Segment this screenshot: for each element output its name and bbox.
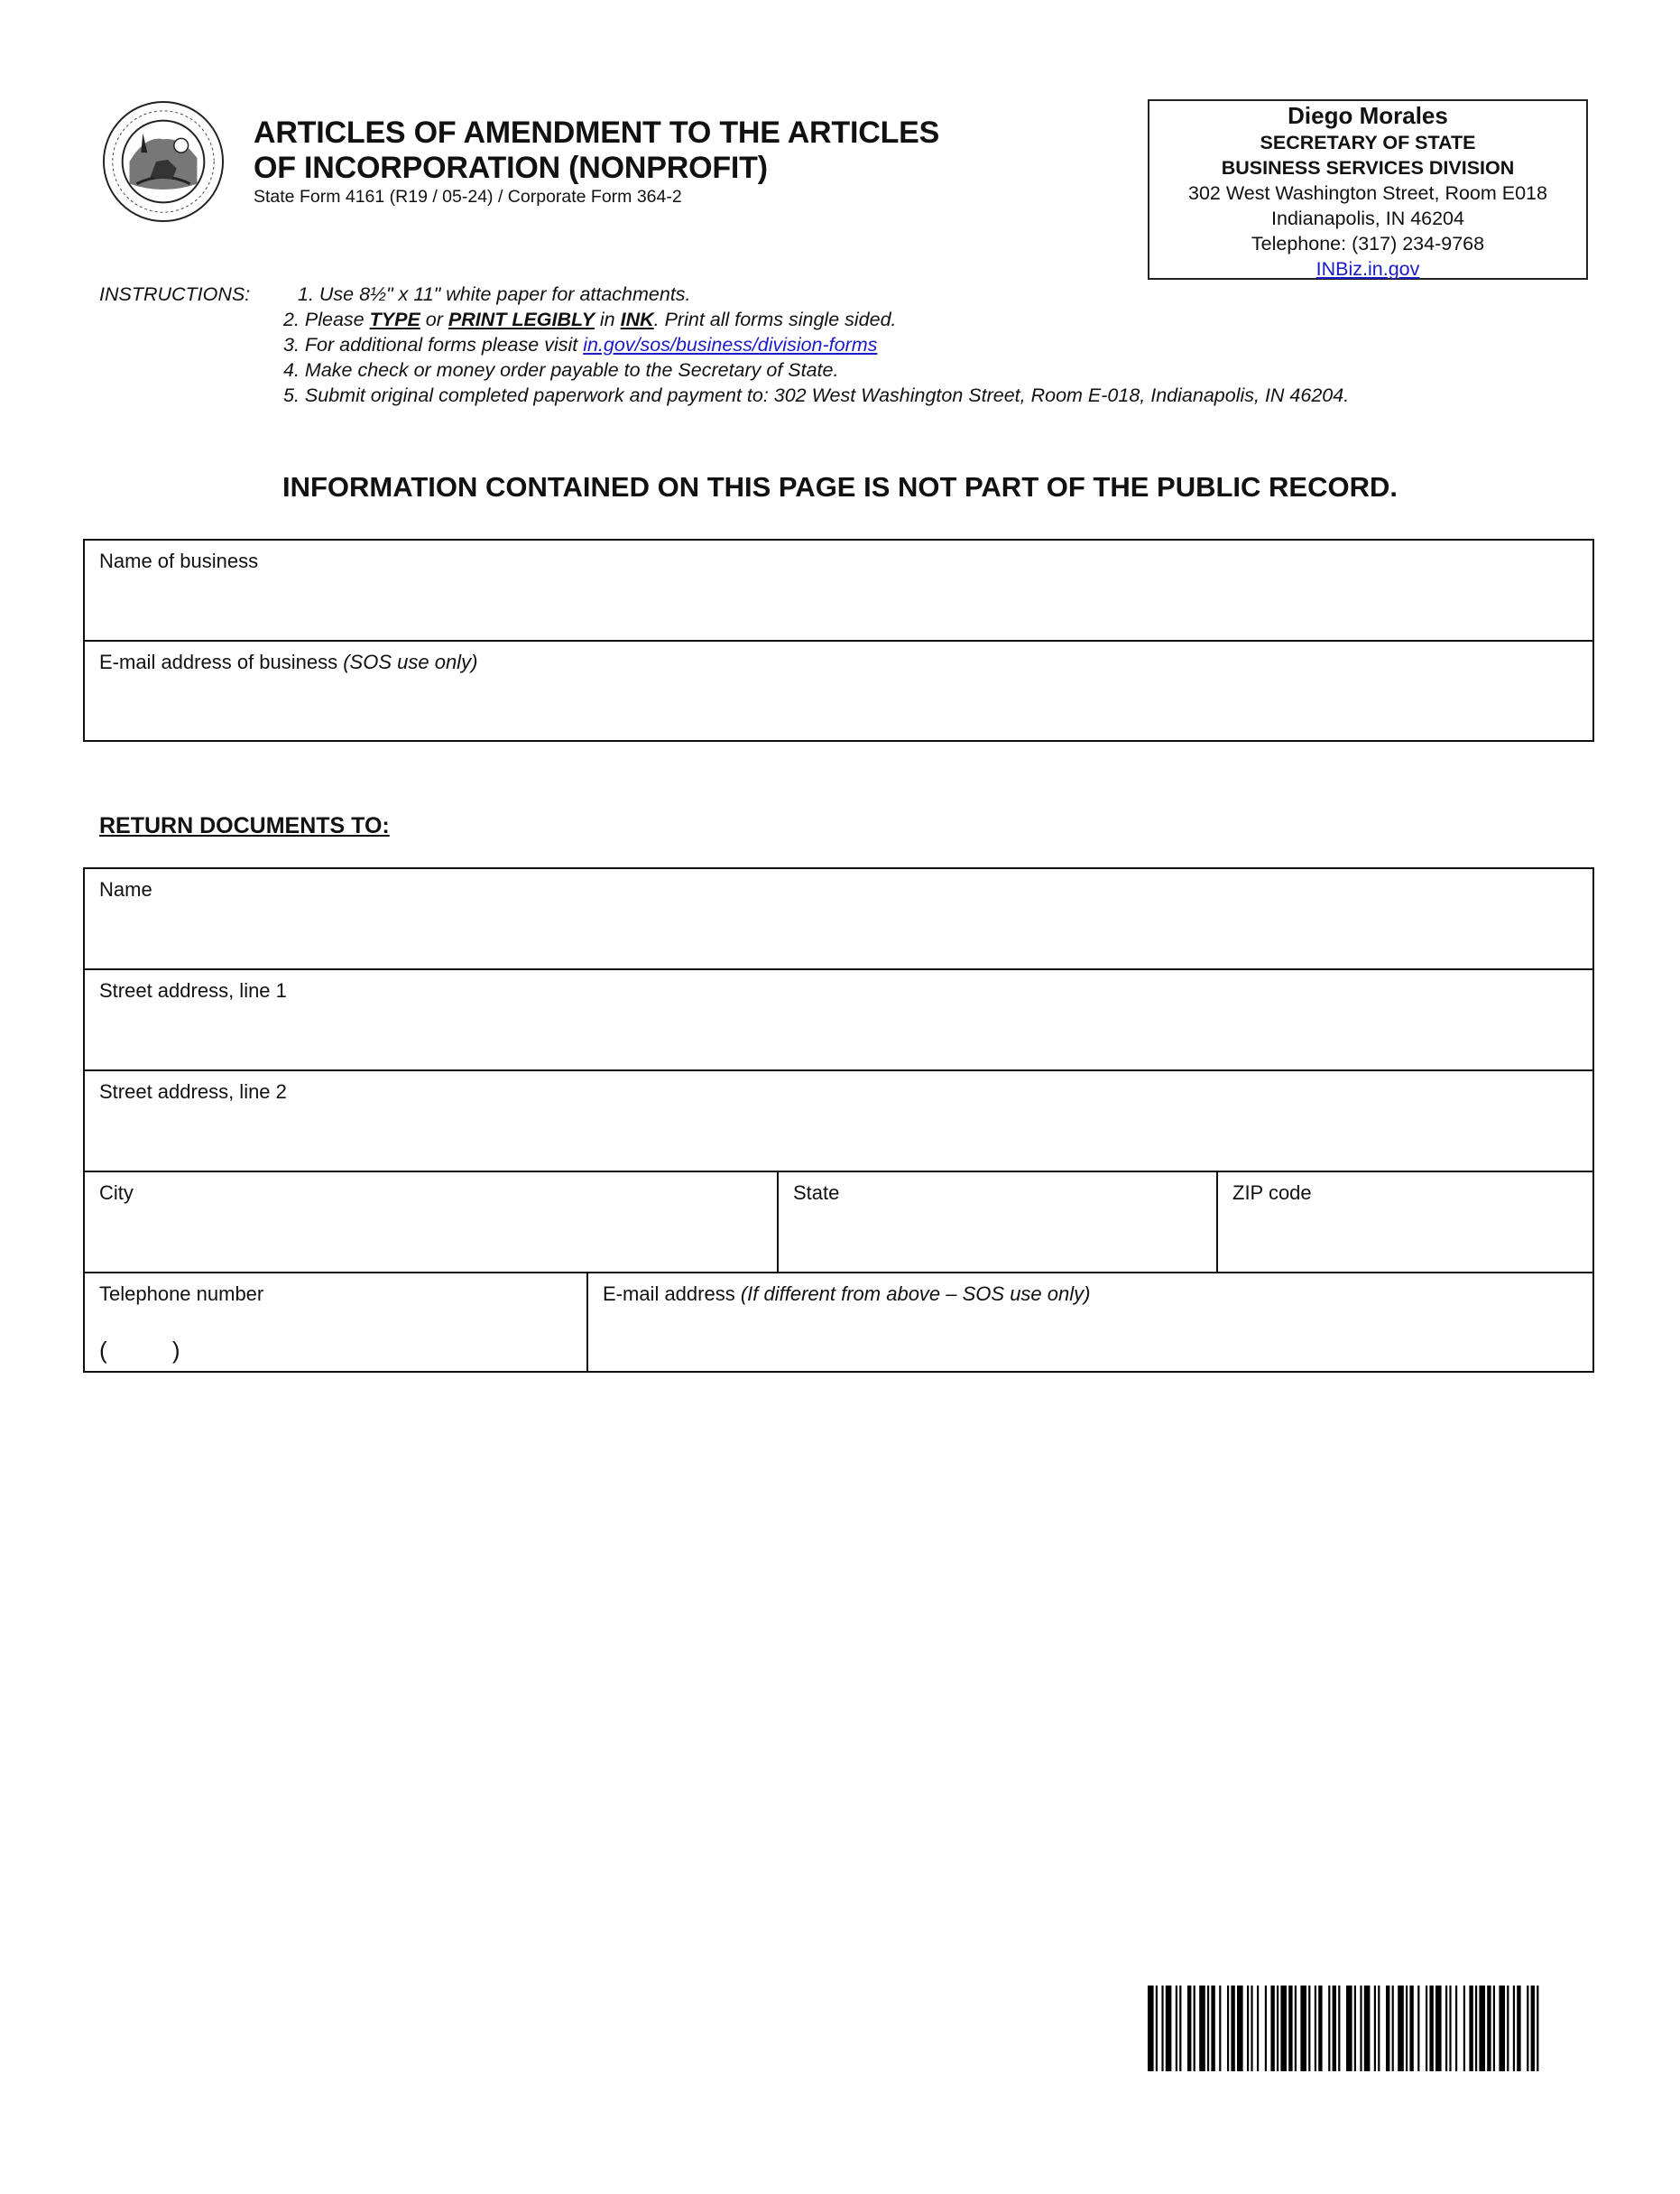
print-legibly-emphasis: PRINT LEGIBLY xyxy=(448,309,595,330)
barcode-icon xyxy=(1148,1986,1545,2071)
office-title: SECRETARY OF STATE xyxy=(1260,132,1476,153)
public-record-notice: INFORMATION CONTAINED ON THIS PAGE IS NOT PART OF THE PUBLIC RECORD. xyxy=(282,471,1398,503)
city-label: City xyxy=(99,1181,134,1204)
street-address-2-label: Street address, line 2 xyxy=(99,1080,287,1103)
instruction-4: 4. Make check or money order payable to the Secretary of State. xyxy=(283,359,839,381)
form-title-line-2: OF INCORPORATION (NONPROFIT) xyxy=(254,151,768,185)
return-name-field[interactable] xyxy=(85,869,1592,970)
business-email-field[interactable] xyxy=(85,642,1592,742)
city-field[interactable] xyxy=(85,1172,779,1273)
state-field[interactable] xyxy=(779,1172,1218,1273)
zip-code-field[interactable] xyxy=(1218,1172,1592,1273)
office-city: Indianapolis, IN 46204 xyxy=(1271,208,1464,229)
telephone-label: Telephone number xyxy=(99,1282,264,1305)
telephone-field[interactable] xyxy=(85,1273,588,1371)
instruction-1: 1. Use 8½" x 11" white paper for attachments. xyxy=(298,283,691,305)
secretary-of-state-box xyxy=(1148,99,1588,280)
instruction-2: 2. Please TYPE or PRINT LEGIBLY in INK. Print all forms single sided. xyxy=(283,309,897,330)
office-street: 302 West Washington Street, Room E018 xyxy=(1188,182,1547,204)
street-address-2-field[interactable] xyxy=(85,1071,1592,1172)
state-seal-icon xyxy=(101,99,226,224)
form-number: State Form 4161 (R19 / 05-24) / Corporate Form 364-2 xyxy=(254,187,682,207)
street-address-1-field[interactable] xyxy=(85,970,1592,1071)
return-documents-table xyxy=(83,867,1594,1373)
return-name-label: Name xyxy=(99,878,152,901)
ink-emphasis: INK xyxy=(620,309,654,330)
return-documents-heading: RETURN DOCUMENTS TO: xyxy=(99,813,390,838)
instruction-3: 3. For additional forms please visit in.gov/sos/business/division-forms xyxy=(283,334,878,356)
street-address-1-label: Street address, line 1 xyxy=(99,979,287,1002)
inbiz-link[interactable]: INBiz.in.gov xyxy=(1315,258,1420,280)
division-title: BUSINESS SERVICES DIVISION xyxy=(1221,157,1515,179)
office-phone: Telephone: (317) 234-9768 xyxy=(1251,233,1485,255)
area-code-parens: ( ) xyxy=(99,1337,180,1364)
instruction-5: 5. Submit original completed paperwork and payment to: 302 West Washington Street, Room E-018, Indianapolis, IN 46204. xyxy=(283,384,1350,406)
secretary-name: Diego Morales xyxy=(1288,102,1448,129)
business-email-label: E-mail address of business (SOS use only) xyxy=(99,651,478,673)
business-name-label: Name of business xyxy=(99,550,259,572)
type-emphasis: TYPE xyxy=(369,309,420,330)
division-forms-link[interactable]: in.gov/sos/business/division-forms xyxy=(583,334,878,356)
form-title-line-1: ARTICLES OF AMENDMENT TO THE ARTICLES xyxy=(254,116,940,150)
business-name-field[interactable] xyxy=(85,541,1592,642)
business-info-table xyxy=(83,539,1594,742)
instructions-label: INSTRUCTIONS: xyxy=(99,283,251,305)
state-label: State xyxy=(793,1181,840,1204)
zip-code-label: ZIP code xyxy=(1232,1181,1312,1204)
return-email-field[interactable] xyxy=(588,1273,1592,1371)
form-title xyxy=(254,116,939,186)
return-email-label: E-mail address (If different from above – SOS use only) xyxy=(603,1282,1091,1305)
